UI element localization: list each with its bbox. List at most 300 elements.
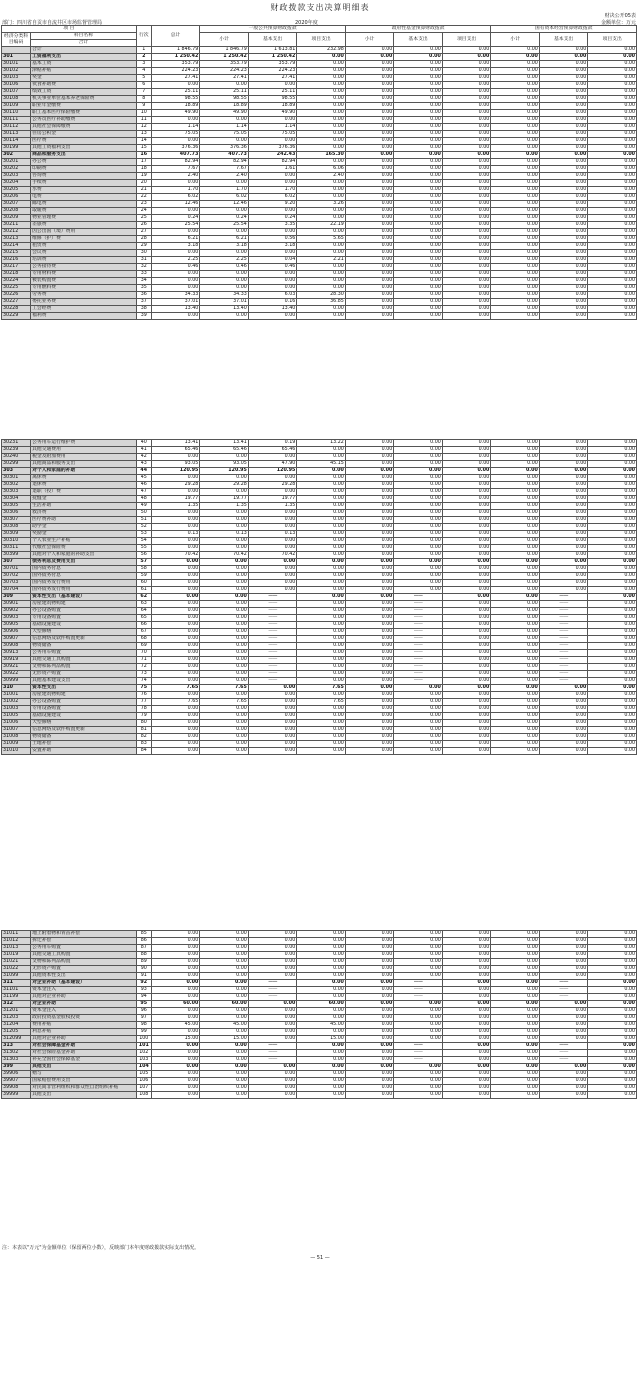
amount-cell: 0.00 [200,678,249,685]
amount-cell: 0.00 [345,545,394,552]
amount-cell: 0.00 [491,1001,540,1008]
amount-cell: 0.00 [394,201,443,208]
table-row [2,1092,637,1099]
amount-cell: 70.42 [248,552,297,559]
amount-cell: 0.00 [200,475,249,482]
item-name-cell: 对社会保障基金补助 [31,1043,137,1050]
amount-cell: 0.00 [539,117,588,124]
amount-cell: 0.00 [588,299,637,306]
item-name-cell: 机关事业单位基本养老保险费 [31,96,137,103]
item-name-cell: 培训费 [31,257,137,264]
amount-cell: 0.00 [394,447,443,454]
amount-cell: 0.00 [442,692,491,699]
amount-cell: 0.00 [200,250,249,257]
line-number-cell: 16 [136,152,151,159]
econ-code-cell: 30225 [2,285,31,292]
econ-code-cell [2,47,31,54]
amount-cell: 0.00 [151,545,200,552]
amount-cell: 0.00 [248,973,297,980]
amount-cell: 0.00 [491,734,540,741]
amount-cell: 7.65 [151,685,200,692]
amount-cell: 0.00 [539,552,588,559]
amount-cell: 0.00 [442,1071,491,1078]
amount-cell: 0.00 [588,657,637,664]
amount-cell: 0.00 [491,706,540,713]
table-row [2,138,637,145]
amount-cell: 0.00 [442,952,491,959]
econ-code-cell: 30203 [2,173,31,180]
amount-cell: 0.00 [588,271,637,278]
amount-cell: 0.00 [491,475,540,482]
table-row [2,180,637,187]
amount-cell: 0.00 [394,720,443,727]
amount-cell: 0.00 [248,173,297,180]
amount-cell: 0.00 [297,306,346,313]
amount-cell: 0.00 [539,292,588,299]
amount-cell: 0.00 [297,706,346,713]
amount-cell: 0.00 [297,145,346,152]
econ-code-cell: 31001 [2,692,31,699]
item-name-cell: 助学金 [31,524,137,531]
amount-cell: 0.00 [588,1043,637,1050]
amount-cell: 224.23 [248,68,297,75]
amount-cell: 27.41 [248,75,297,82]
amount-cell: 0.00 [442,264,491,271]
amount-cell: 0.00 [539,187,588,194]
amount-cell: 0.00 [539,489,588,496]
amount-cell: 60.00 [200,1001,249,1008]
amount-cell: 0.00 [442,124,491,131]
econ-code-cell: 312 [2,1001,31,1008]
line-number-cell: 6 [136,82,151,89]
line-number-cell: 20 [136,180,151,187]
econ-code-cell: 30114 [2,138,31,145]
amount-cell: 0.00 [297,629,346,636]
amount-cell: 0.00 [539,61,588,68]
table-row [2,271,637,278]
econ-code-cell: 31005 [2,713,31,720]
amount-cell: 0.00 [491,461,540,468]
amount-cell: 0.00 [297,89,346,96]
line-number-cell: 27 [136,229,151,236]
amount-cell: 0.00 [394,489,443,496]
amount-cell: 0.24 [248,215,297,222]
amount-cell: 0.00 [345,966,394,973]
amount-cell: 407.73 [151,152,200,159]
item-name-cell: 物资储备 [31,734,137,741]
item-name-cell: 印刷费 [31,166,137,173]
line-number-cell: 58 [136,566,151,573]
line-number-cell: 26 [136,222,151,229]
amount-cell: 0.00 [297,650,346,657]
amount-cell: 0.00 [442,531,491,538]
amount-cell: 0.00 [345,489,394,496]
amount-cell: 0.00 [442,440,491,447]
amount-cell: 0.00 [345,994,394,1001]
item-name-cell: 公务接待费 [31,264,137,271]
item-name-cell: 房屋建筑物购建 [31,601,137,608]
amount-cell: 70.42 [151,552,200,559]
amount-cell: 0.00 [442,643,491,650]
amount-cell: 0.00 [588,285,637,292]
amount-cell: 0.00 [248,510,297,517]
table-row [2,559,637,566]
amount-cell: 0.00 [442,54,491,61]
amount-cell: 0.00 [394,82,443,89]
econ-code-cell: 309 [2,594,31,601]
amount-cell: 0.00 [394,552,443,559]
line-number-cell: 89 [136,959,151,966]
econ-code-cell: 30903 [2,615,31,622]
amount-cell: 0.00 [151,475,200,482]
amount-cell: 49.90 [248,110,297,117]
amount-cell: 12.46 [151,201,200,208]
amount-cell: —— [539,643,588,650]
amount-cell: 0.00 [297,68,346,75]
amount-cell: 0.00 [491,187,540,194]
amount-cell: 0.00 [491,110,540,117]
amount-cell: 0.46 [151,264,200,271]
amount-cell: —— [248,994,297,1001]
amount-cell: 0.00 [588,643,637,650]
amount-cell: 0.00 [151,615,200,622]
fund-subtotal-header: 小计 [345,33,394,47]
econ-code-cell: 31009 [2,741,31,748]
amount-cell: 0.00 [588,629,637,636]
line-number-cell: 36 [136,292,151,299]
amount-cell: 0.00 [394,468,443,475]
item-name-cell: 大型修缮 [31,720,137,727]
amount-cell: 0.00 [588,243,637,250]
amount-cell: 0.00 [297,994,346,1001]
item-name-cell: 资本性支出（基本建设） [31,594,137,601]
amount-cell: —— [394,601,443,608]
amount-cell: —— [248,678,297,685]
amount-cell: 25.54 [151,222,200,229]
table-row [2,482,637,489]
amount-cell: 0.00 [394,685,443,692]
amount-cell: 0.00 [394,208,443,215]
amount-cell: 0.00 [248,250,297,257]
amount-cell: 0.00 [491,727,540,734]
item-name-cell: 公务用车购置 [31,650,137,657]
amount-cell: 0.00 [588,138,637,145]
amount-cell: 0.00 [200,313,249,320]
item-name-cell: 专用设备购置 [31,615,137,622]
econ-code-cell: 30226 [2,292,31,299]
amount-cell: —— [394,980,443,987]
amount-cell: —— [248,664,297,671]
amount-cell: 353.79 [200,61,249,68]
item-name-cell: 国外债务发行费用 [31,587,137,594]
amount-cell: 0.00 [491,243,540,250]
amount-cell: 0.00 [394,96,443,103]
amount-cell: 93.05 [151,461,200,468]
line-number-cell: 82 [136,734,151,741]
amount-cell: —— [539,622,588,629]
amount-cell: 0.00 [394,741,443,748]
amount-cell: 0.00 [588,306,637,313]
amount-cell: 0.00 [345,559,394,566]
line-number-cell: 2 [136,54,151,61]
item-name-cell: 津贴补贴 [31,68,137,75]
amount-cell: 0.00 [394,559,443,566]
amount-cell: 60.00 [151,1001,200,1008]
amount-cell: 0.13 [151,531,200,538]
table-row [2,440,637,447]
item-name-cell: 委托业务费 [31,299,137,306]
amount-cell: 0.00 [345,959,394,966]
amount-cell: 0.00 [345,1043,394,1050]
amount-cell: 376.36 [151,145,200,152]
amount-cell: 6.02 [151,194,200,201]
amount-cell: 0.00 [588,966,637,973]
econ-code-cell: 30919 [2,657,31,664]
table-row [2,89,637,96]
econ-code-cell: 31199 [2,994,31,1001]
table-row [2,1050,637,1057]
amount-cell: 0.00 [588,236,637,243]
amount-cell: 0.00 [151,517,200,524]
line-number-cell: 92 [136,980,151,987]
amount-cell: —— [539,636,588,643]
table-row [2,461,637,468]
amount-cell: 0.00 [248,713,297,720]
amount-cell: 0.00 [394,166,443,173]
econ-code-cell: 30922 [2,671,31,678]
amount-cell: 29.28 [151,482,200,489]
amount-cell: 0.00 [442,96,491,103]
amount-cell: 0.00 [539,952,588,959]
expenditure-table-section-1 [1,25,637,320]
amount-cell: 0.00 [151,741,200,748]
amount-cell: 0.00 [588,117,637,124]
amount-cell: 0.00 [200,559,249,566]
econ-code-cell: 30307 [2,517,31,524]
line-number-cell: 61 [136,587,151,594]
amount-cell: 0.00 [394,531,443,538]
amount-cell: 0.00 [442,194,491,201]
amount-cell: 0.00 [297,931,346,938]
amount-cell: 0.24 [151,215,200,222]
amount-cell: 0.00 [442,559,491,566]
econ-code-cell: 30306 [2,510,31,517]
amount-cell: 13.40 [200,306,249,313]
table-row [2,727,637,734]
amount-cell: 0.00 [491,945,540,952]
amount-cell: 0.00 [491,468,540,475]
amount-cell: 0.00 [248,748,297,755]
amount-cell: 0.00 [539,208,588,215]
amount-cell: 27.41 [200,75,249,82]
amount-cell: 0.00 [345,215,394,222]
amount-cell: 0.00 [442,587,491,594]
amount-cell: 0.00 [345,194,394,201]
amount-cell: 0.00 [442,1043,491,1050]
econ-code-cell: 30229 [2,313,31,320]
amount-cell: 0.00 [491,1064,540,1071]
amount-cell: 0.00 [588,194,637,201]
amount-cell: 0.00 [297,517,346,524]
amount-cell: 0.00 [200,713,249,720]
amount-cell: 0.00 [491,531,540,538]
amount-cell: 224.23 [200,68,249,75]
amount-cell: 0.00 [345,299,394,306]
amount-cell: 0.00 [345,496,394,503]
amount-cell: 1 250.42 [200,54,249,61]
amount-cell: 0.00 [588,257,637,264]
amount-cell: 0.00 [394,299,443,306]
amount-cell: 0.00 [394,292,443,299]
table-row [2,292,637,299]
econ-code-cell: 30704 [2,587,31,594]
econ-code-cell: 30902 [2,608,31,615]
amount-cell: 0.00 [200,278,249,285]
table-row [2,496,637,503]
amount-cell: 0.00 [442,678,491,685]
item-name-cell: 无形资产购置 [31,671,137,678]
amount-cell: 0.00 [151,938,200,945]
amount-cell: 0.00 [297,1085,346,1092]
amount-cell: 0.46 [248,264,297,271]
item-name-cell: 公务用车购置 [31,945,137,952]
amount-cell: 0.00 [248,271,297,278]
table-row [2,447,637,454]
amount-cell: 0.00 [200,952,249,959]
amount-cell: 0.00 [491,692,540,699]
econ-code-cell: 30112 [2,124,31,131]
amount-cell: 0.00 [588,980,637,987]
econ-code-cell: 30702 [2,573,31,580]
amount-cell: 0.00 [151,657,200,664]
amount-cell: 0.00 [151,650,200,657]
line-number-cell: 22 [136,194,151,201]
amount-cell: 0.00 [297,622,346,629]
amount-cell: 0.00 [297,545,346,552]
amount-cell: 0.00 [442,1036,491,1043]
amount-cell: 0.00 [442,187,491,194]
table-row [2,243,637,250]
amount-cell: 0.00 [297,180,346,187]
econ-code-cell: 31007 [2,727,31,734]
amount-cell: 0.00 [297,636,346,643]
amount-cell: 120.95 [248,468,297,475]
amount-cell: —— [539,664,588,671]
econ-code-cell: 30703 [2,580,31,587]
amount-cell: 0.00 [539,47,588,54]
amount-cell: 0.00 [151,489,200,496]
amount-cell: 0.00 [151,559,200,566]
amount-cell: 0.00 [345,229,394,236]
line-number-cell: 100 [136,1036,151,1043]
table-row [2,938,637,945]
amount-cell: 0.00 [442,1085,491,1092]
amount-cell: 45.15 [297,461,346,468]
table-row [2,1008,637,1015]
table-row [2,82,637,89]
amount-cell: 0.00 [297,1071,346,1078]
amount-cell: 0.00 [491,959,540,966]
amount-cell: 13.41 [151,440,200,447]
econ-code-cell: 30113 [2,131,31,138]
amount-cell: 0.00 [442,82,491,89]
amount-cell: 0.00 [297,215,346,222]
line-number-cell: 83 [136,741,151,748]
econ-code-cell: 30106 [2,82,31,89]
amount-cell: —— [394,657,443,664]
line-number-cell: 60 [136,580,151,587]
amount-cell: 0.00 [588,1022,637,1029]
line-number-cell: 91 [136,973,151,980]
econ-code-cell: 30218 [2,271,31,278]
amount-cell: 0.00 [151,966,200,973]
econ-code-cell: 31101 [2,987,31,994]
amount-cell: —— [248,1043,297,1050]
amount-cell: 0.00 [442,278,491,285]
amount-cell: 18.89 [151,103,200,110]
amount-cell: 0.00 [394,727,443,734]
amount-cell: 0.00 [442,447,491,454]
amount-cell: 0.00 [297,124,346,131]
amount-cell: 0.00 [394,1092,443,1099]
amount-cell: 0.00 [297,573,346,580]
econ-code-cell: 301 [2,54,31,61]
amount-cell: —— [539,1043,588,1050]
amount-cell: 0.00 [200,1085,249,1092]
amount-cell: 1.70 [248,187,297,194]
line-number-cell: 14 [136,138,151,145]
amount-cell: —— [539,678,588,685]
amount-cell: 0.00 [588,468,637,475]
amount-cell: 0.00 [297,187,346,194]
amount-cell: 0.00 [394,54,443,61]
amount-cell: 0.00 [539,89,588,96]
table-row [2,657,637,664]
amount-cell: 0.00 [151,1015,200,1022]
amount-cell: 1 613.81 [248,47,297,54]
amount-cell: 0.00 [297,271,346,278]
amount-cell: 0.00 [539,580,588,587]
amount-cell: —— [539,629,588,636]
amount-cell: 0.00 [297,980,346,987]
item-name-cell: 对个人和家庭的补助 [31,468,137,475]
table-row [2,706,637,713]
amount-cell: 0.00 [248,538,297,545]
table-row [2,468,637,475]
amount-cell: 0.00 [442,229,491,236]
amount-cell: 0.00 [442,727,491,734]
amount-cell: 0.00 [345,75,394,82]
amount-cell: 0.00 [248,208,297,215]
item-name-cell: 住房公积金 [31,131,137,138]
econ-code-cell: 310 [2,685,31,692]
capital-subtotal-header: 小计 [491,33,540,47]
amount-cell: 25.54 [200,222,249,229]
item-name-cell: 安置补助 [31,748,137,755]
amount-cell: 0.00 [248,524,297,531]
amount-cell: 13.40 [248,306,297,313]
line-number-cell: 29 [136,243,151,250]
amount-cell: 0.00 [297,671,346,678]
line-number-cell: 101 [136,1043,151,1050]
amount-cell: 0.00 [588,1015,637,1022]
amount-cell: 0.00 [491,271,540,278]
amount-cell: 0.00 [297,208,346,215]
econ-code-cell: 31012 [2,938,31,945]
amount-cell: 0.00 [394,250,443,257]
amount-cell: 0.00 [297,159,346,166]
amount-cell: 0.00 [539,573,588,580]
